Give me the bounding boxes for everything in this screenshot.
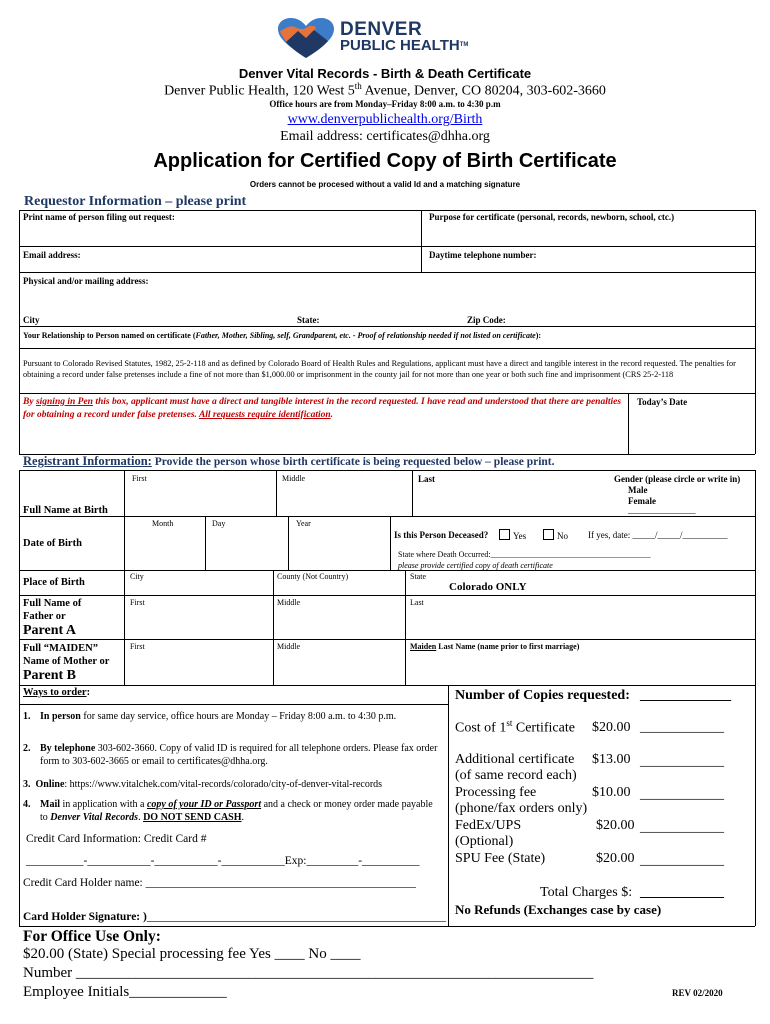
maiden-label: Maiden Last Name (name prior to first marriage) [410,642,580,651]
middle-label: Middle [282,474,306,483]
father-first-field[interactable] [126,610,271,637]
employee-initials[interactable]: Employee Initials_____________ [23,984,227,1000]
phone-field[interactable] [560,248,752,270]
day-label: Day [212,519,226,528]
birth-month-field[interactable] [126,530,203,568]
death-state[interactable]: State where Death Occurred:________________________________________ [398,550,651,559]
checkbox-icon [499,529,510,540]
father-middle-field[interactable] [275,610,403,637]
month-label: Month [152,519,174,528]
copies-label: Number of Copies requested: [455,688,630,703]
header-hours: Office hours are from Monday–Friday 8:00 a.m. to 4:30 p.m [269,99,501,109]
revision-label: REV 02/2020 [672,988,723,998]
pob-city-label: City [130,572,144,581]
city-label: City [23,315,40,325]
parent-b-label: Parent B [23,668,77,683]
spu-price: $20.00 [596,851,635,866]
additional-label: Additional certificate [455,752,575,767]
first-name-field[interactable] [126,484,274,514]
death-note: please provide certified copy of death certificate [398,561,553,570]
cc-holder-field[interactable]: Credit Card Holder name: _______________________________________________ [23,877,416,889]
fedex-label: FedEx/UPS [455,818,522,833]
mother-last-field[interactable] [407,655,753,683]
total-label: Total Charges $: [540,885,633,900]
header-email: Email address: certificates@dhha.org [280,129,490,144]
header-url-wrap [0,112,770,128]
additional-price: $13.00 [592,752,631,767]
phone-label: Daytime telephone number: [429,250,537,260]
birth-day-field[interactable] [207,530,286,568]
address-label: Physical and/or mailing address: [23,276,149,286]
spu-field[interactable]: ____________ [640,853,724,868]
office-heading: For Office Use Only: [23,928,161,945]
processing-price: $10.00 [592,785,631,800]
relationship-label: Your Relationship to Person named on certificate (Father, Mother, Sibling, self, Grandparent, etc. - Proof of relationship needed if not listed on certificate): [23,331,542,340]
additional-field[interactable]: ____________ [640,754,724,769]
full-name-label: Full Name at Birth [23,505,108,516]
father-middle-label: Middle [277,598,301,607]
copies-field[interactable]: _____________ [640,688,731,703]
purpose-label: Purpose for certificate (personal, records, newborn, school, ctc.) [429,212,675,222]
processing-label: Processing fee [455,785,537,800]
gender-blank[interactable]: _______________ [628,505,696,515]
method-mail: 4. Mail in application with a copy of your ID or Passport and a check or money order made payable to Denver Vital Records. DO NOT SEND CASH. [23,799,433,823]
mother-label: Full “MAIDEN” Name of Mother or [23,643,110,667]
father-last-label: Last [410,598,424,607]
last-label: Last [418,474,436,484]
female-option[interactable]: Female [628,496,656,506]
todays-date-label: Today’s Date [637,397,688,407]
birth-year-field[interactable] [290,530,388,568]
state-label: State: [297,315,320,325]
logo-line-1: DENVER [340,19,423,40]
heart-mountain-logo-icon [276,17,336,59]
mother-first-field[interactable] [126,655,271,683]
parent-a-label: Parent A [23,623,77,638]
dob-label: Date of Birth [23,538,82,549]
last-name-field[interactable] [414,486,610,514]
requester-name-field[interactable] [20,226,420,245]
method-online: 3. Online: https://www.vitalchek.com/vital-records/colorado/city-of-denver-vital-records [23,779,383,790]
first-cert-label: Cost of 1st Certificate [455,718,575,736]
email-label: Email address: [23,250,81,260]
processing-note: (phone/fax orders only) [455,801,588,816]
method-telephone: 2. By telephone 303-602-3660. Copy of valid ID is required for all telephone orders. Please fax order form to 303-602-3665 or email to certificates@dhha.org. [23,743,438,767]
spu-label: SPU Fee (State) [455,851,546,866]
applicant-signature-box[interactable] [20,424,626,452]
header-title: Denver Vital Records - Birth & Death Certificate [238,66,532,81]
father-label: Full Name of Father or [23,598,82,622]
death-date[interactable]: If yes, date: _____/_____/__________ [588,530,728,540]
method-in-person: 1. In person for same day service, office hours are Monday – Friday 8:00 a.m. to 4:30 p.m. [23,711,397,722]
ways-heading: Ways to order: [23,687,91,698]
signature-statement: By signing in Pen this box, applicant must have a direct and tangible interest in the record requested. I have read and understood that there are penalties for obtaining a record under false pretenses. All requests require identification. [23,397,622,420]
mother-middle-field[interactable] [275,655,403,683]
mother-first-label: First [130,642,145,651]
office-number[interactable]: Number _____________________________________________________________________ [23,965,594,981]
fedex-field[interactable]: ____________ [640,820,724,835]
logo-line-2: PUBLIC HEALTH™ [340,37,469,54]
first-label: First [132,474,147,483]
male-option[interactable]: Male [628,485,648,495]
email-field[interactable] [110,248,418,270]
form-notice: Orders cannot be procesed without a valid Id and a matching signature [249,180,521,189]
special-fee[interactable]: $20.00 (State) Special processing fee Yes ____ No ____ [23,946,361,962]
statute-text: Pursuant to Colorado Revised Statutes, 1982, 25-2-118 and as defined by Colorado Board of Health Rules and Regulations, applicant must have a direct and tangible interest in the record requested. The penalties for obtaining a record under false pretenses include a fine of not more than $1,000.00 or imprisonment in the county jail for not more than one year or both such fine and imprisonment (CRS 25-2-118 [23,359,736,379]
total-field[interactable]: ____________ [640,885,724,900]
mother-middle-label: Middle [277,642,301,651]
name-label: Print name of person filing out request: [23,212,175,222]
form-title: Application for Certified Copy of Birth Certificate [153,150,617,172]
cc-signature-field[interactable]: Card Holder Signature: )____________________________________________________ [23,911,446,923]
year-label: Year [296,519,311,528]
first-cert-field[interactable]: ____________ [640,720,724,735]
zip-label: Zip Code: [467,315,506,325]
processing-field[interactable]: ____________ [640,787,724,802]
deceased-question: Is this Person Deceased? [394,530,489,540]
pob-label: Place of Birth [23,577,85,588]
checkbox-icon [543,529,554,540]
father-first-label: First [130,598,145,607]
pob-county-label: County (Not Country) [277,572,349,581]
pob-state-value: Colorado ONLY [449,581,527,593]
fedex-price: $20.00 [596,818,635,833]
todays-date-field[interactable] [630,410,753,452]
pob-city-field[interactable] [126,582,271,594]
father-last-field[interactable] [407,610,753,637]
deceased-no[interactable]: No [543,529,568,541]
deceased-yes[interactable]: Yes [499,529,526,541]
refund-notice: No Refunds (Exchanges case by case) [455,902,662,917]
purpose-field[interactable] [422,226,754,245]
cc-label: Credit Card Information: Credit Card # [26,833,207,845]
gender-label: Gender (please circle or write in) [614,474,741,484]
address-field[interactable] [20,288,754,312]
registrant-heading: Registrant Information: Provide the person whose birth certificate is being requested below – please print. [23,454,555,468]
fedex-note: (Optional) [455,834,514,849]
website-link[interactable]: www.denverpublichealth.org/Birth [287,112,483,127]
pob-state-label: State [410,572,426,581]
header-address: Denver Public Health, 120 West 5th Avenue, Denver, CO 80204, 303-602-3660 [164,81,606,99]
middle-name-field[interactable] [278,484,410,514]
requestor-heading: Requestor Information – please print [24,194,247,209]
additional-note: (of same record each) [455,768,577,783]
cc-number-field[interactable]: __________-___________-___________-___________Exp:_________-__________ [26,855,420,867]
pob-county-field[interactable] [275,582,403,594]
first-cert-price: $20.00 [592,720,631,735]
